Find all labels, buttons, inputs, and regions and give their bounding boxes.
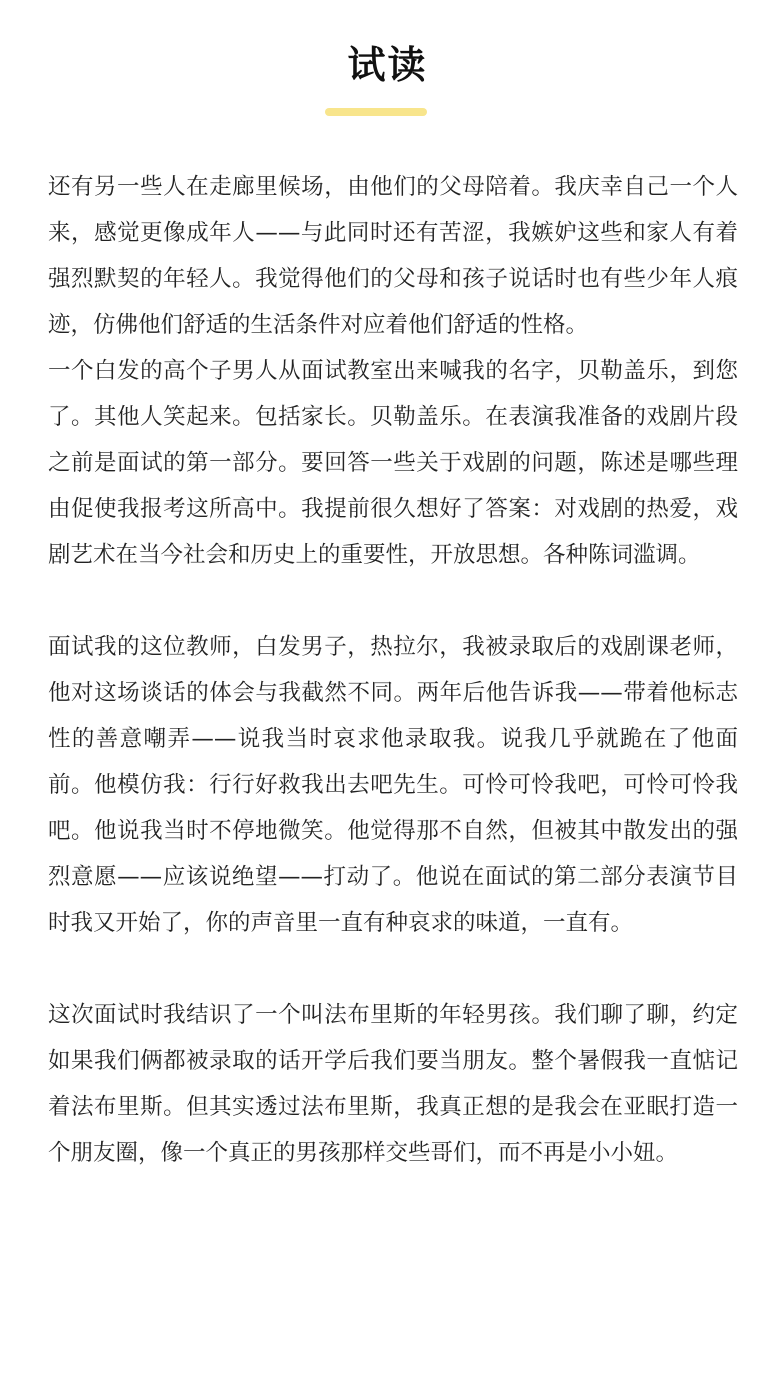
article-body: [48, 164, 738, 1176]
title-underline-decoration: [325, 108, 427, 116]
article-paragraph-4: 这次面试时我结识了一个叫法布里斯的年轻男孩。我们聊了聊，约定如果我们俩都被录取的话开学后我们要当朋友。整个暑假我一直惦记着法布里斯。但其实透过法布里斯，我真正想的是我会在亚眠打造一个朋友圈，像一个真正的男孩那样交些哥们，而不再是小小妞。: [48, 1002, 738, 1166]
page-title: 试读: [347, 43, 428, 88]
article-paragraph-1: 还有另一些人在走廊里候场，由他们的父母陪着。我庆幸自己一个人来，感觉更像成年人——与此同时还有苦涩，我嫉妒这些和家人有着强烈默契的年轻人。我觉得他们的父母和孩子说话时也有些少年人痕迹，仿佛他们舒适的生活条件对应着他们舒适的性格。: [48, 174, 738, 338]
article-paragraph-2: 一个白发的高个子男人从面试教室出来喊我的名字，贝勒盖乐，到您了。其他人笑起来。包括家长。贝勒盖乐。在表演我准备的戏剧片段之前是面试的第一部分。要回答一些关于戏剧的问题，陈述是哪些理由促使我报考这所高中。我提前很久想好了答案：对戏剧的热爱，戏剧艺术在当今社会和历史上的重要性，开放思想。各种陈词滥调。: [48, 358, 738, 568]
article-paragraph-3: 面试我的这位教师，白发男子，热拉尔，我被录取后的戏剧课老师，他对这场谈话的体会与我截然不同。两年后他告诉我——带着他标志性的善意嘲弄——说我当时哀求他录取我。说我几乎就跪在了他面前。他模仿我：行行好救我出去吧先生。可怜可怜我吧，可怜可怜我吧。他说我当时不停地微笑。他觉得那不自然，但被其中散发出的强烈意愿——应该说绝望——打动了。他说在面试的第二部分表演节目时我又开始了，你的声音里一直有种哀求的味道，一直有。: [48, 634, 738, 936]
